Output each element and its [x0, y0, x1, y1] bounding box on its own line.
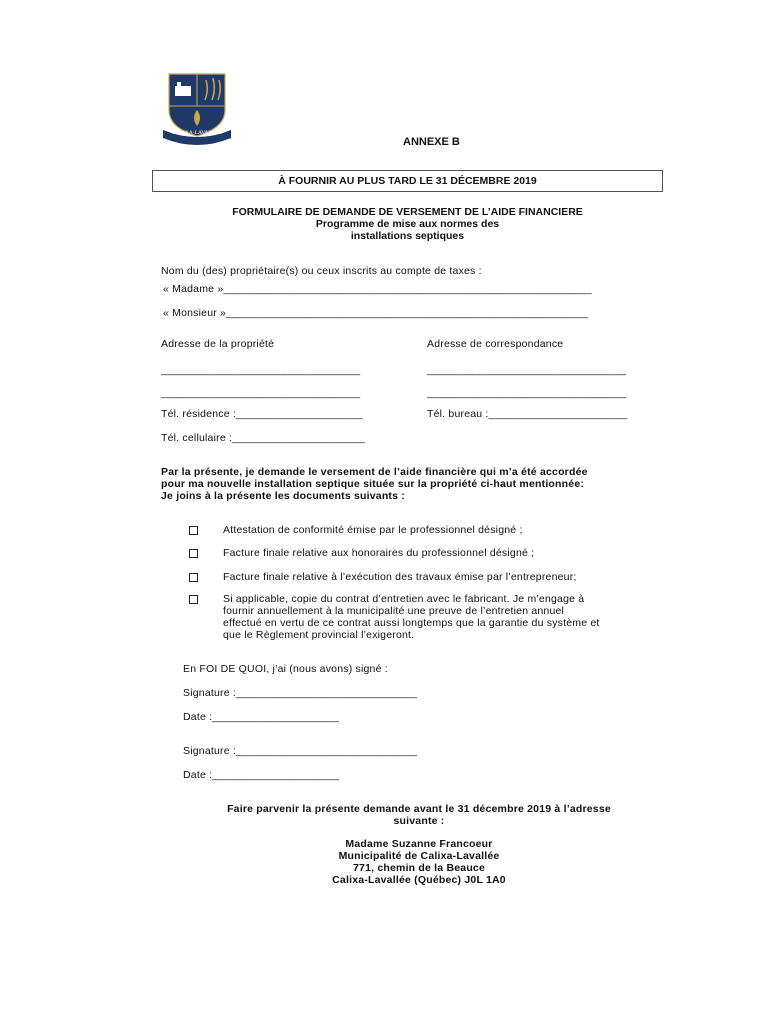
annex-title: ANNEXE B [403, 136, 460, 148]
request-paragraph [161, 466, 588, 502]
municipality-logo [161, 70, 233, 148]
deadline-banner [152, 170, 663, 192]
doc-contrat-entretien [223, 593, 657, 641]
property-address-label: Adresse de la propriété [161, 338, 275, 350]
address-recipient: Madame Suzanne Francoeur [345, 838, 493, 850]
submission-instructions [152, 803, 686, 827]
doc-contrat-line4: que le Règlement provincial l’exigeront. [223, 629, 415, 641]
submission-line2: suivante : [393, 815, 445, 827]
property-address-line2[interactable]: _________________________________ [161, 387, 361, 399]
coat-of-arms-icon [161, 70, 233, 148]
monsieur-field[interactable]: « Monsieur »____________________________________________________________ [163, 307, 589, 319]
doc-contrat-line2: fournir annuellement à la municipalité une preuve de l’entretien annuel [223, 605, 565, 617]
form-title-line1: FORMULAIRE DE DEMANDE DE VERSEMENT DE L’AIDE FINANCIERE [232, 206, 583, 218]
signature-field-2[interactable]: Signature :______________________________ [183, 745, 418, 757]
tel-cellulaire-field[interactable]: Tél. cellulaire :______________________ [161, 432, 365, 444]
form-title-line3: installations septiques [350, 230, 465, 242]
doc-contrat-line3: effectué en vertu de ce contrat aussi longtemps que la garantie du système et [223, 617, 600, 629]
checkbox-attestation[interactable] [189, 526, 198, 535]
request-line3: Je joins à la présente les documents suivants : [161, 490, 405, 502]
doc-attestation: Attestation de conformité émise par le professionnel désigné ; [223, 524, 523, 536]
doc-facture-professionnel: Facture finale relative aux honoraires du professionnel désigné ; [223, 547, 535, 559]
date-field-1[interactable]: Date :_____________________ [183, 711, 340, 723]
logo-banner-text: CALIXA-LAVALLÉE [172, 130, 222, 136]
date-field-2[interactable]: Date :_____________________ [183, 769, 340, 781]
address-city: Calixa-Lavallée (Québec) J0L 1A0 [332, 874, 506, 886]
correspondence-address-label: Adresse de correspondance [427, 338, 564, 350]
owners-intro: Nom du (des) propriétaire(s) ou ceux inscrits au compte de taxes : [161, 265, 482, 277]
property-address-line1[interactable]: _________________________________ [161, 364, 361, 376]
deadline-text: À FOURNIR AU PLUS TARD LE 31 DÉCEMBRE 2019 [278, 175, 537, 187]
madame-field[interactable]: « Madame »_____________________________________________________________ [163, 283, 592, 295]
request-line2: pour ma nouvelle installation septique située sur la propriété ci-haut mentionnée: [161, 478, 585, 490]
address-municipality: Municipalité de Calixa-Lavallée [338, 850, 500, 862]
checkbox-facture-travaux[interactable] [189, 573, 198, 582]
mailing-address [152, 838, 686, 886]
doc-facture-travaux: Facture finale relative à l’exécution des travaux émise par l’entrepreneur; [223, 571, 577, 583]
checkbox-contrat-entretien[interactable] [189, 595, 198, 604]
tel-residence-field[interactable]: Tél. résidence :_____________________ [161, 408, 363, 420]
address-street: 771, chemin de la Beauce [352, 862, 486, 874]
signature-field-1[interactable]: Signature :______________________________ [183, 687, 418, 699]
submission-line1: Faire parvenir la présente demande avant le 31 décembre 2019 à l’adresse [227, 803, 611, 815]
signature-intro: En FOI DE QUOI, j’ai (nous avons) signé : [183, 663, 388, 675]
form-title-line2: Programme de mise aux normes des [315, 218, 500, 230]
tel-bureau-field[interactable]: Tél. bureau :_______________________ [427, 408, 628, 420]
form-title [152, 206, 663, 242]
doc-contrat-line1: Si applicable, copie du contrat d’entretien avec le fabricant. Je m’engage à [223, 593, 585, 605]
request-line1: Par la présente, je demande le versement de l’aide financière qui m’a été accordée [161, 466, 588, 478]
correspondence-address-line1[interactable]: _________________________________ [427, 364, 627, 376]
correspondence-address-line2[interactable]: _________________________________ [427, 387, 627, 399]
checkbox-facture-professionnel[interactable] [189, 549, 198, 558]
